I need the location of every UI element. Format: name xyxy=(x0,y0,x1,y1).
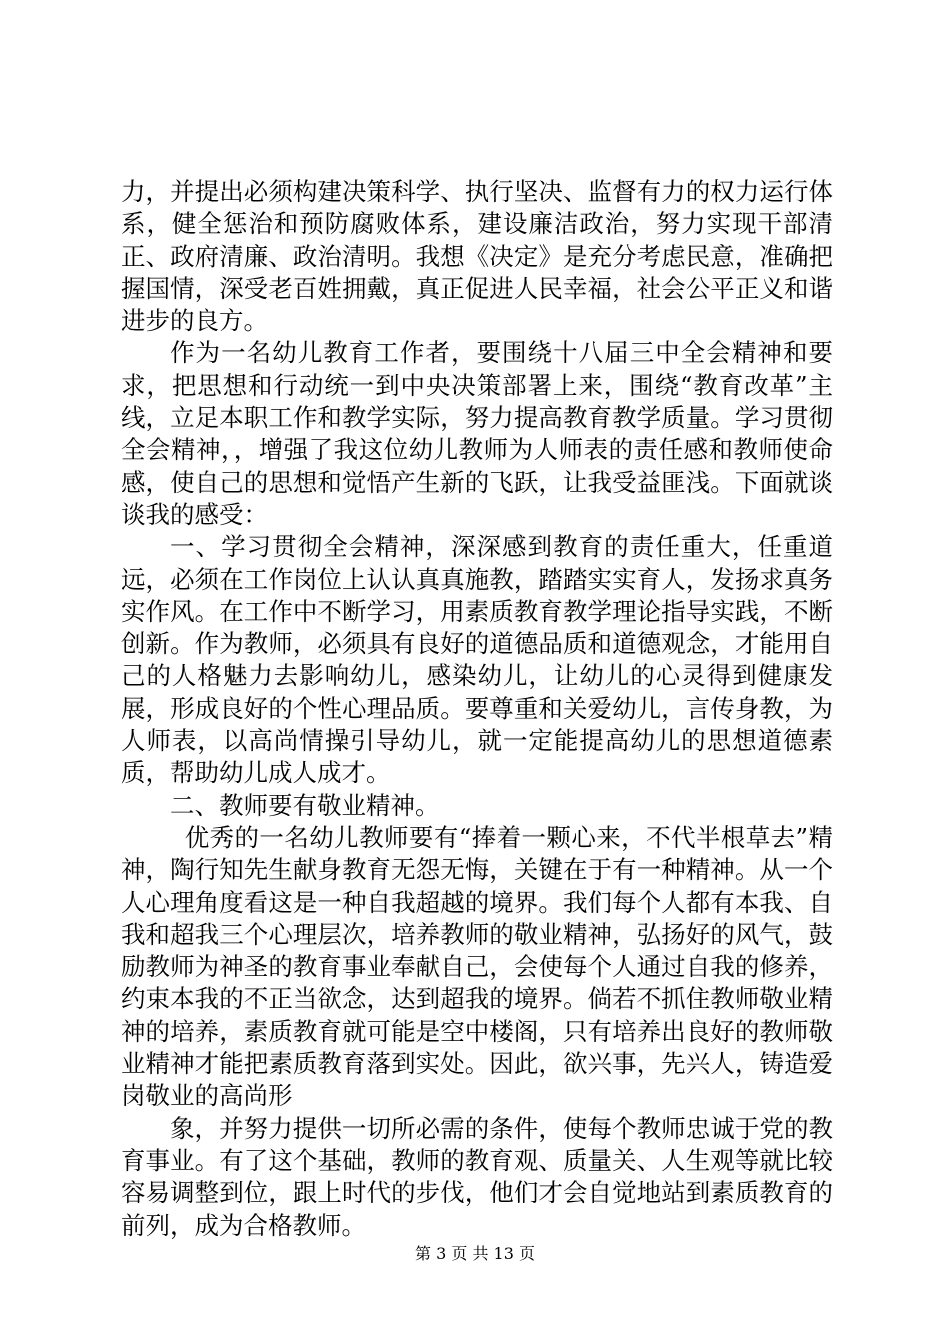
page-footer: 第 3 页 共 13 页 xyxy=(415,1244,535,1263)
document-body xyxy=(121,176,833,1242)
paragraph-6: 象，并努力提供一切所必需的条件，使每个教师忠诚于党的教育事业。有了这个基础，教师的教育观、质量关、人生观等就比较容易调整到位，跟上时代的步伐，他们才会自觉地站到素质教育的前列，成为合格教师。 xyxy=(121,1113,833,1240)
paragraph-2: 作为一名幼儿教育工作者，要围绕十八届三中全会精神和要求，把思想和行动统一到中央决策部署上来，围绕“教育改革”主线，立足本职工作和教学实际，努力提高教育教学质量。学习贯彻全会精神，，增强了我这位幼儿教师为人师表的责任感和教师使命感，使自己的思想和觉悟产生新的飞跃，让我受益匪浅。下面就谈谈我的感受： xyxy=(121,338,833,529)
paragraph-4-heading: 二、教师要有敬业精神。 xyxy=(170,790,440,820)
paragraph-1: 力，并提出必须构建决策科学、执行坚决、监督有力的权力运行体系，健全惩治和预防腐败体系，建设廉洁政治，努力实现干部清正、政府清廉、政治清明。我想《决定》是充分考虑民意，准确把握国情，深受老百姓拥戴，真正促进人民幸福，社会公平正义和谐进步的良方。 xyxy=(121,177,833,336)
paragraph-5: 优秀的一名幼儿教师要有“捧着一颗心来，不代半根草去”精神，陶行知先生献身教育无怨无悔，关键在于有一种精神。从一个人心理角度看这是一种自我超越的境界。我们每个人都有本我、自我和超我三个心理层次，培养教师的敬业精神，弘扬好的风气，鼓励教师为神圣的教育事业奉献自己，会使每个人通过自我的修养，约束本我的不正当欲念，达到超我的境界。倘若不抓住教师敬业精神的培养，素质教育就可能是空中楼阁，只有培养出良好的教师敬业精神才能把素质教育落到实处。因此，欲兴事，先兴人，铸造爱岗敬业的高尚形 xyxy=(121,822,833,1111)
paragraph-3: 一、学习贯彻全会精神，深深感到教育的责任重大，任重道远，必须在工作岗位上认认真真施教，踏踏实实育人，发扬求真务实作风。在工作中不断学习，用素质教育教学理论指导实践，不断创新。作为教师，必须具有良好的道德品质和道德观念，才能用自己的人格魅力去影响幼儿，感染幼儿，让幼儿的心灵得到健康发展，形成良好的个性心理品质。要尊重和关爱幼儿，言传身教，为人师表，以高尚情操引导幼儿，就一定能提高幼儿的思想道德素质，帮助幼儿成人成才。 xyxy=(121,532,833,788)
